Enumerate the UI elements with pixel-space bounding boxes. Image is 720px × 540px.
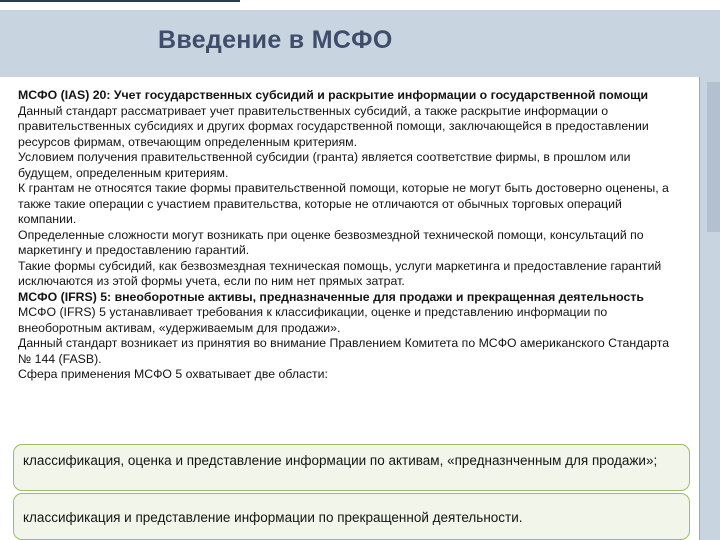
scope-box-assets: классификация, оценка и представление информации по активам, «предназнченным для продажи»; [13,444,690,491]
paragraph: Сфера применения МСФО 5 охватывает две области: [18,367,328,381]
slide-title: Введение в МСФО [158,26,393,54]
paragraph: К грантам не относятся такие формы правительственной помощи, которые не могут быть достоверно оценены, а также такие операции с участием правительства, которые не отличаются от обычных торговых операций компании. [18,181,669,226]
paragraph: МСФО (IFRS) 5 устанавливает требования к классификации, оценке и представлению информации по внеоборотным активам, «удерживаемым для продажи». [18,305,608,335]
top-rule [0,0,240,2]
paragraph: Данный стандарт возникает из принятия во внимание Правлением Комитета по МСФО американского Стандарта № 144 (FASB). [18,336,670,366]
right-tab [707,82,720,232]
scope-box-discontinued: классификация и представление информации по прекращенной деятельности. [13,493,690,540]
paragraph: Условием получения правительственной субсидии (гранта) является соответствие фирмы, в прошлом или будущем, определенным критериям. [18,150,631,180]
paragraph: Данный стандарт рассматривает учет правительственных субсидий, а также раскрытие информации о правительственных субсидиях и других формах государственной помощи, заключающейся в предоставлении ресурсов фирмам, отвечающим определенным критериям. [18,103,649,149]
paragraph: Такие формы субсидий, как безвозмездная техническая помощь, услуги маркетинга и предоставление гарантий исключаются из этой формы учета, если по ним нет прямых затрат. [18,258,662,288]
heading-ifrs5: МСФО (IFRS) 5: внеоборотные активы, предназначенные для продажи и прекращенная деятельность [18,289,644,304]
heading-ias20: МСФО (IAS) 20: Учет государственных субсидий и раскрытие информации о государственной помощи [18,88,649,102]
slide-content [18,88,682,383]
paragraph: Определенные сложности могут возникать при оценке безвозмездной технической помощи, консультаций по маркетингу и предоставлению гарантий. [18,227,644,257]
